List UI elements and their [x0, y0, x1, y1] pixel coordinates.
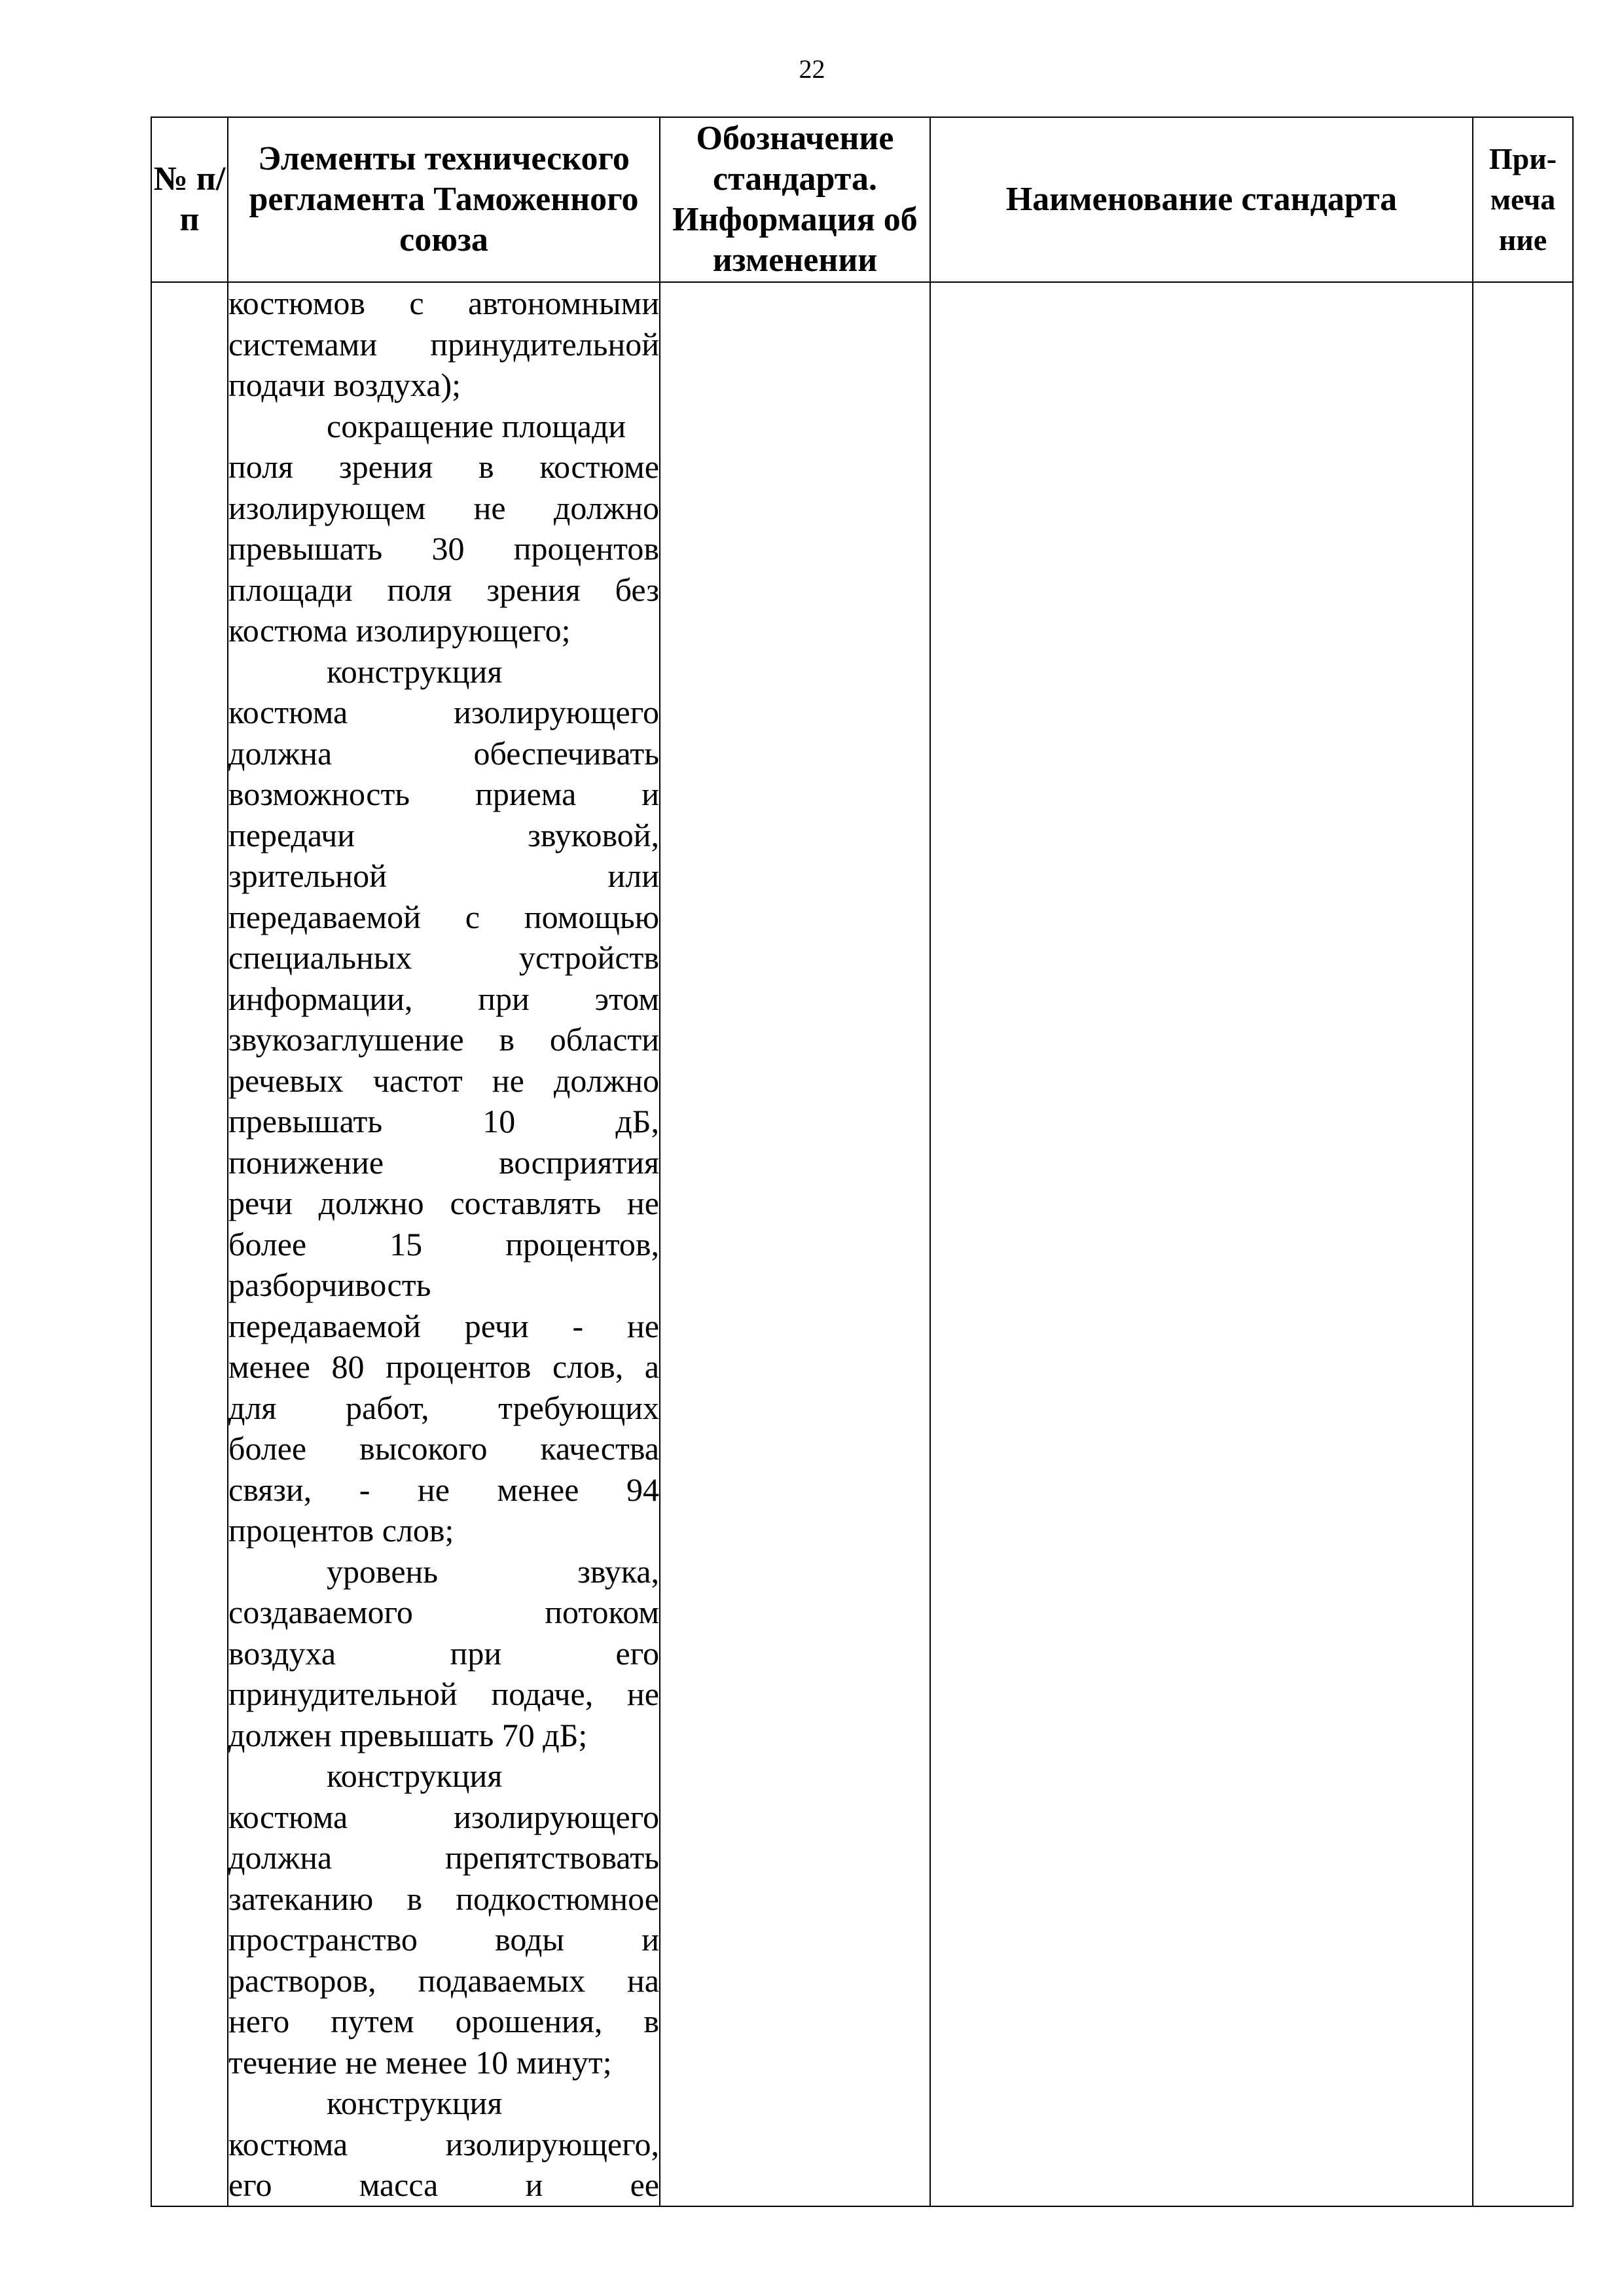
- header-elements: Элементы технического регламента Таможенного союза: [228, 117, 660, 282]
- text-line: костюма изолирующего;: [228, 612, 571, 649]
- header-name: Наименование стандарта: [930, 117, 1473, 282]
- text-line: более высокого качества: [228, 1430, 659, 1467]
- cell-num: [151, 282, 228, 2206]
- text-line: процентов слов;: [228, 1512, 454, 1549]
- text-line: растворов, подаваемых на: [228, 1962, 659, 1999]
- text-line: подачи воздуха);: [228, 367, 461, 403]
- text-line: более 15 процентов,: [228, 1225, 659, 1263]
- text-line: речи должно составлять не: [228, 1185, 659, 1221]
- text-line: него путем орошения, в: [228, 2003, 659, 2039]
- text-line: пространство воды и: [228, 1921, 659, 1958]
- text-line: конструкция: [327, 2085, 503, 2121]
- text-line: создаваемого потоком: [228, 1594, 659, 1630]
- text-line: передаваемой с помощью: [228, 898, 659, 935]
- page-number: 22: [799, 54, 825, 84]
- text-line: для работ, требующих: [228, 1389, 659, 1426]
- text-line: его масса и ее: [228, 2166, 659, 2203]
- text-line: информации, при этом: [228, 980, 659, 1017]
- text-line: звукозаглушение в области: [228, 1021, 659, 1058]
- text-line: сокращение площади: [327, 407, 626, 444]
- text-line: менее 80 процентов слов, а: [228, 1348, 659, 1385]
- text-line: возможность приема и: [228, 776, 659, 812]
- text-line: специальных устройств: [228, 939, 659, 976]
- text-line: затеканию в подкостюмное: [228, 1880, 659, 1917]
- cell-designation: [660, 282, 930, 2206]
- text-line: понижение восприятия: [228, 1143, 659, 1181]
- text-line: превышать 10 дБ,: [228, 1103, 659, 1139]
- text-line: изолирующем не должно: [228, 489, 659, 526]
- text-line: поля зрения в костюме: [228, 448, 659, 485]
- text-line: передачи звуковой,: [228, 816, 659, 853]
- table-row: [151, 282, 1573, 2206]
- text-line: разборчивость: [228, 1266, 431, 1303]
- text-line: костюма изолирующего: [228, 1798, 659, 1835]
- header-num: № п/п: [151, 117, 228, 282]
- text-line: воздуха при его: [228, 1634, 659, 1672]
- text-line: площади поля зрения без: [228, 571, 659, 608]
- cell-note: [1473, 282, 1573, 2206]
- text-line: передаваемой речи - не: [228, 1307, 659, 1344]
- header-designation: Обозначение стандарта. Информация об изменении: [660, 117, 930, 282]
- text-line: речевых частот не должно: [228, 1062, 659, 1099]
- cell-elements: [228, 282, 660, 2206]
- text-line: должен превышать 70 дБ;: [228, 1716, 588, 1753]
- cell-name: [930, 282, 1473, 2206]
- text-line: системами принудительной: [228, 325, 659, 363]
- text-line: костюма изолирующего: [228, 694, 659, 730]
- text-line: конструкция: [327, 1757, 503, 1794]
- text-line: должна препятствовать: [228, 1839, 659, 1876]
- text-line: течение не менее 10 минут;: [228, 2043, 612, 2081]
- text-line: связи, - не менее 94: [228, 1471, 659, 1508]
- text-line: превышать 30 процентов: [228, 530, 659, 567]
- text-line: костюма изолирующего,: [228, 2125, 659, 2162]
- text-line: конструкция: [327, 653, 503, 690]
- text-line: зрительной или: [228, 857, 659, 894]
- text-line: должна обеспечивать: [228, 734, 659, 772]
- text-line: костюмов с автономными: [228, 285, 659, 321]
- text-line: уровень звука,: [327, 1552, 659, 1590]
- text-line: принудительной подаче, не: [228, 1676, 659, 1712]
- header-note: При-меча ние: [1473, 117, 1573, 282]
- standards-table: [151, 117, 1574, 2207]
- table-header-row: [151, 117, 1573, 282]
